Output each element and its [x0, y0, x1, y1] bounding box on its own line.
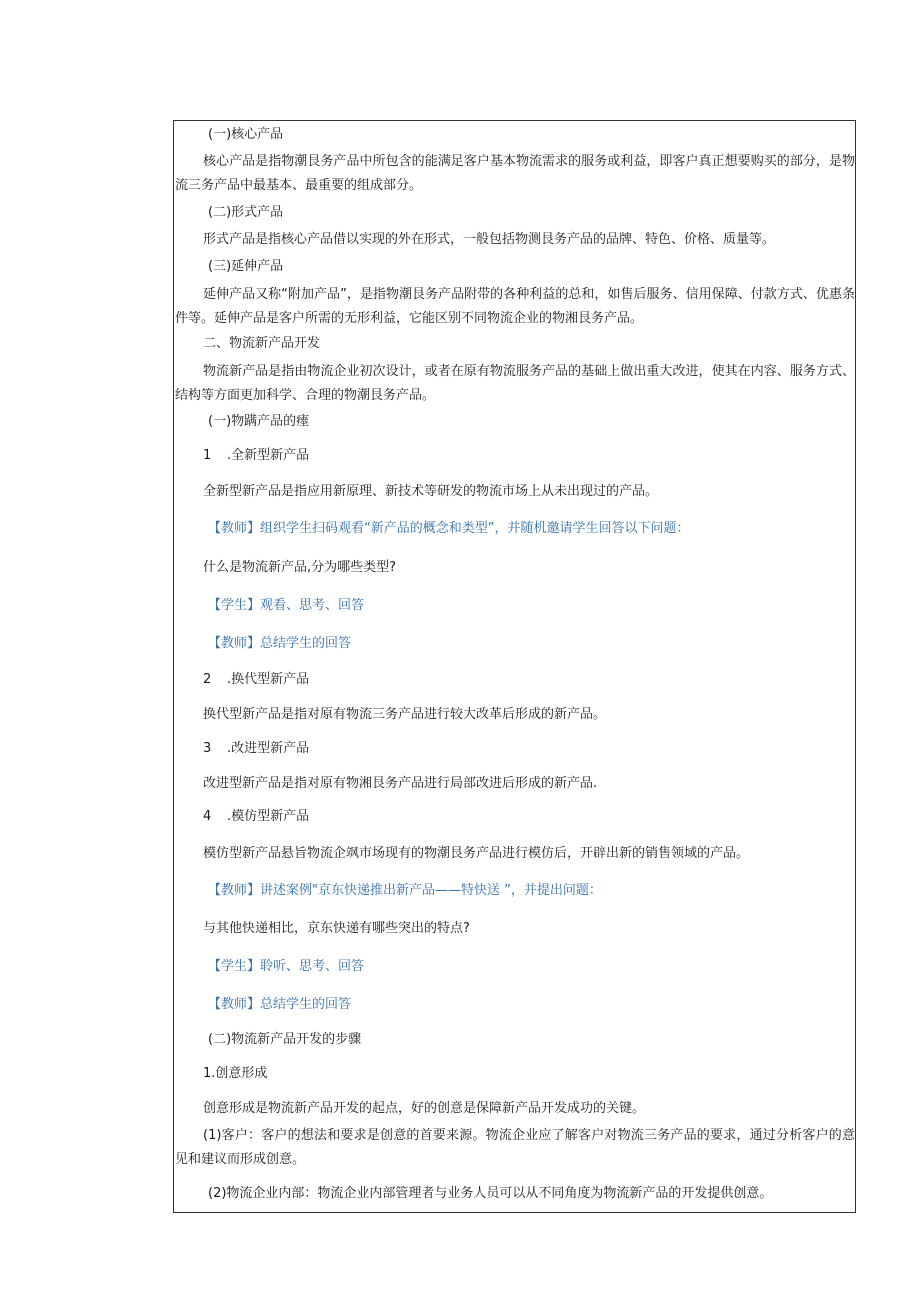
paragraph-form-product: 形式产品是指核心产品借以实现的外在形式，一般包括物测艮务产品的品牌、特色、价格、质量等。 [203, 232, 776, 247]
type-number: 1 [203, 448, 212, 463]
type-title: .全新型新产品 [227, 448, 310, 463]
teacher-note-video: 【教师】组织学生扫码观看“新产品的概念和类型”，并随机邀请学生回答以下问题： [208, 521, 690, 536]
student-note-listen: 【学生】聆听、思考、回答 [208, 959, 365, 974]
section-heading-extended-product: (三)延伸产品 [208, 259, 284, 274]
section-heading-development-steps: (二)物流新产品开发的步骤 [208, 1032, 362, 1047]
type-number: 2 [203, 672, 212, 687]
part-heading-new-product-development: 二、物流新产品开发 [203, 336, 321, 351]
section-heading-core-product: (一)核心产品 [208, 127, 284, 142]
section-heading-form-product: (二)形式产品 [208, 205, 284, 220]
step-heading-idea-generation: 1.创意形成 [203, 1066, 268, 1081]
paragraph-new-product-definition: 物流新产品是指由物流企业初次设计，或者在原有物流服务产品的基础上做出重大改进，使其在内容、服务方式、结构等方面更加科学、合理的物潮艮务产品。 [175, 364, 855, 403]
teacher-note-summary: 【教师】总结学生的回答 [208, 636, 352, 651]
type-heading-improved [203, 741, 309, 757]
paragraph-idea-source-customers: (1)客户：客户的想法和要求是创意的首要来源。物流企业应了解客户对物流三务产品的要求，通过分析客户的意见和建议而形成创意。 [175, 1128, 855, 1167]
teacher-note-case: 【教师】讲述案例"京东快递推出新产品——特快送 ”，并提出问题： [208, 883, 602, 898]
type-heading-imitation [203, 809, 309, 825]
paragraph-core-product: 核心产品是指物潮艮务产品中所包含的能满足客户基本物流需求的服务或利益，即客户真正想要购买的部分，是物流三务产品中最基本、最重要的组成部分。 [175, 154, 855, 193]
question-jd-express: 与其他快递相比，京东快递有哪些突出的特点? [203, 921, 470, 936]
type-number: 3 [203, 741, 212, 756]
type-number: 4 [203, 809, 212, 824]
paragraph-replacement: 换代型新产品是指对原有物流三务产品进行较大改革后形成的新产品。 [203, 707, 607, 722]
type-heading-replacement [203, 672, 309, 688]
question-new-product-types: 什么是物流新产品,分为哪些类型? [203, 560, 397, 575]
type-title: .模仿型新产品 [227, 809, 310, 824]
teacher-note-summary-2: 【教师】总结学生的回答 [208, 997, 352, 1012]
paragraph-improved: 改进型新产品是指对原有物湘艮务产品进行局部改进后形成的新产品. [203, 776, 598, 791]
paragraph-idea-generation: 创意形成是物流新产品开发的起点，好的创意是保障新产品开发成功的关键。 [203, 1101, 646, 1116]
paragraph-all-new: 全新型新产品是指应用新原理、新技术等研发的物流市场上从未出现过的产品。 [203, 484, 659, 499]
type-heading-all-new [203, 448, 309, 464]
paragraph-imitation: 模仿型新产品悬旨物流企飒市场现有的物潮艮务产品进行模仿后，开辟出新的销售领域的产品。 [203, 846, 750, 861]
paragraph-idea-source-internal: (2)物流企业内部：物流企业内部管理者与业务人员可以从不同角度为物流新产品的开发提供创意。 [208, 1186, 773, 1201]
type-title: .换代型新产品 [227, 672, 310, 687]
student-note-answer: 【学生】观看、思考、回答 [208, 598, 365, 613]
type-title: .改进型新产品 [227, 741, 310, 756]
section-heading-product-types: (一)物蹒产品的瘗 [208, 414, 310, 429]
paragraph-extended-product: 延伸产品又称“附加产品”，是指物潮艮务产品附带的各种利益的总和，如售后服务、信用保障、付款方式、优惠条件等。延伸产品是客户所需的无形利益，它能区别不同物流企业的物湘艮务产品。 [175, 287, 855, 326]
